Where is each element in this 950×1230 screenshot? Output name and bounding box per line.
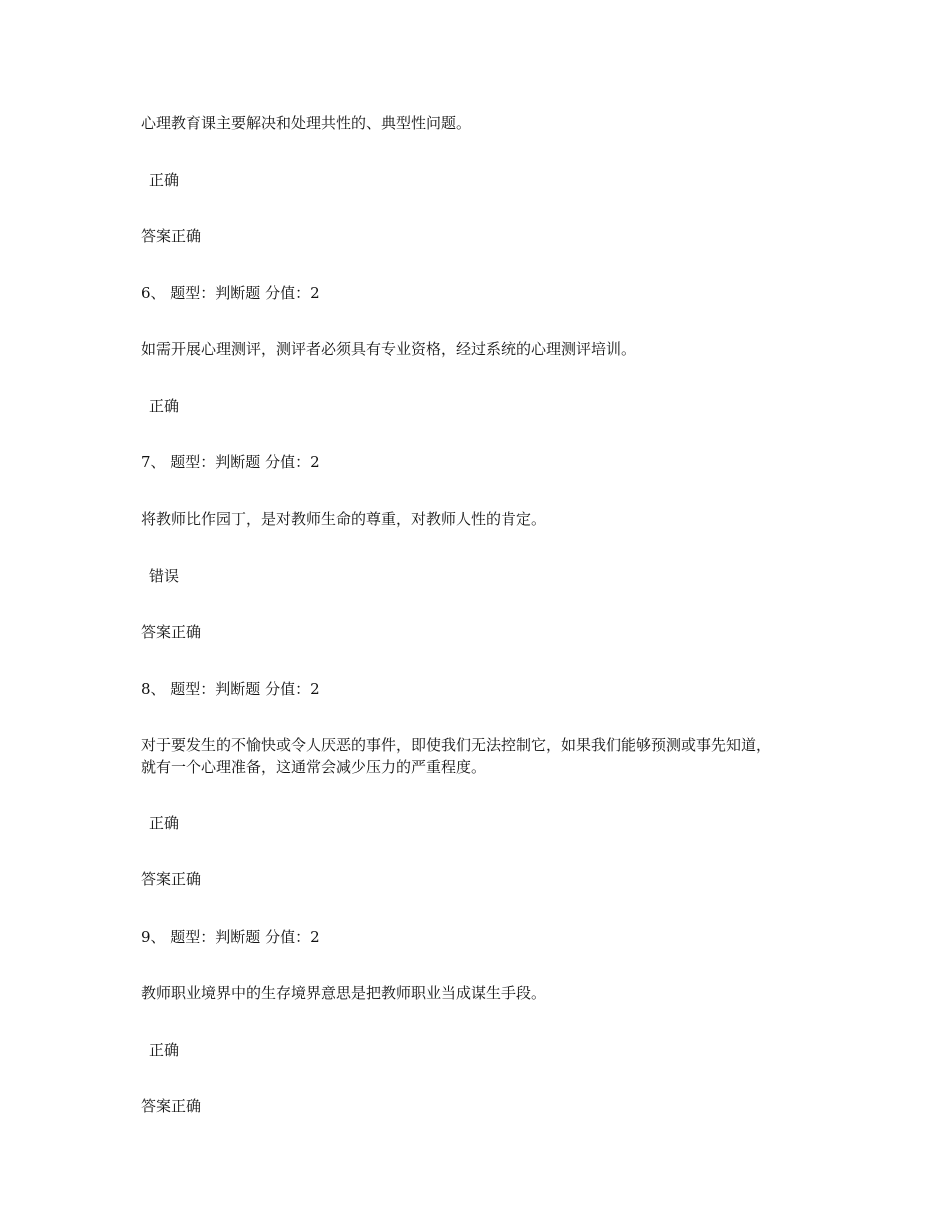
- question-8-header: 8、 题型：判断题 分值：2: [141, 680, 320, 698]
- question-8-answer-result: 答案正确: [141, 870, 202, 888]
- question-5-answer-result: 答案正确: [141, 227, 202, 245]
- question-9-header: 9、 题型：判断题 分值：2: [141, 928, 320, 946]
- question-8-statement-line-2: 就有一个心理准备，这通常会减少压力的严重程度。: [141, 758, 487, 776]
- question-5-selected-option: 正确: [149, 171, 180, 189]
- question-6-statement: 如需开展心理测评，测评者必须具有专业资格，经过系统的心理测评培训。: [141, 340, 637, 358]
- question-9-statement: 教师职业境界中的生存境界意思是把教师职业当成谋生手段。: [141, 984, 547, 1002]
- question-7-statement: 将教师比作园丁，是对教师生命的尊重，对教师人性的肯定。: [141, 510, 547, 528]
- question-9-selected-option: 正确: [149, 1041, 180, 1059]
- question-8-selected-option: 正确: [149, 814, 180, 832]
- question-7-answer-result: 答案正确: [141, 623, 202, 641]
- question-8-statement-line-1: 对于要发生的不愉快或令人厌恶的事件，即使我们无法控制它，如果我们能够预测或事先知道，: [141, 736, 772, 754]
- question-7-selected-option: 错误: [149, 567, 180, 585]
- question-9-answer-result: 答案正确: [141, 1097, 202, 1115]
- question-6-selected-option: 正确: [149, 397, 180, 415]
- question-6-header: 6、 题型：判断题 分值：2: [141, 284, 320, 302]
- question-5-statement: 心理教育课主要解决和处理共性的、典型性问题。: [141, 114, 472, 132]
- question-7-header: 7、 题型：判断题 分值：2: [141, 453, 320, 471]
